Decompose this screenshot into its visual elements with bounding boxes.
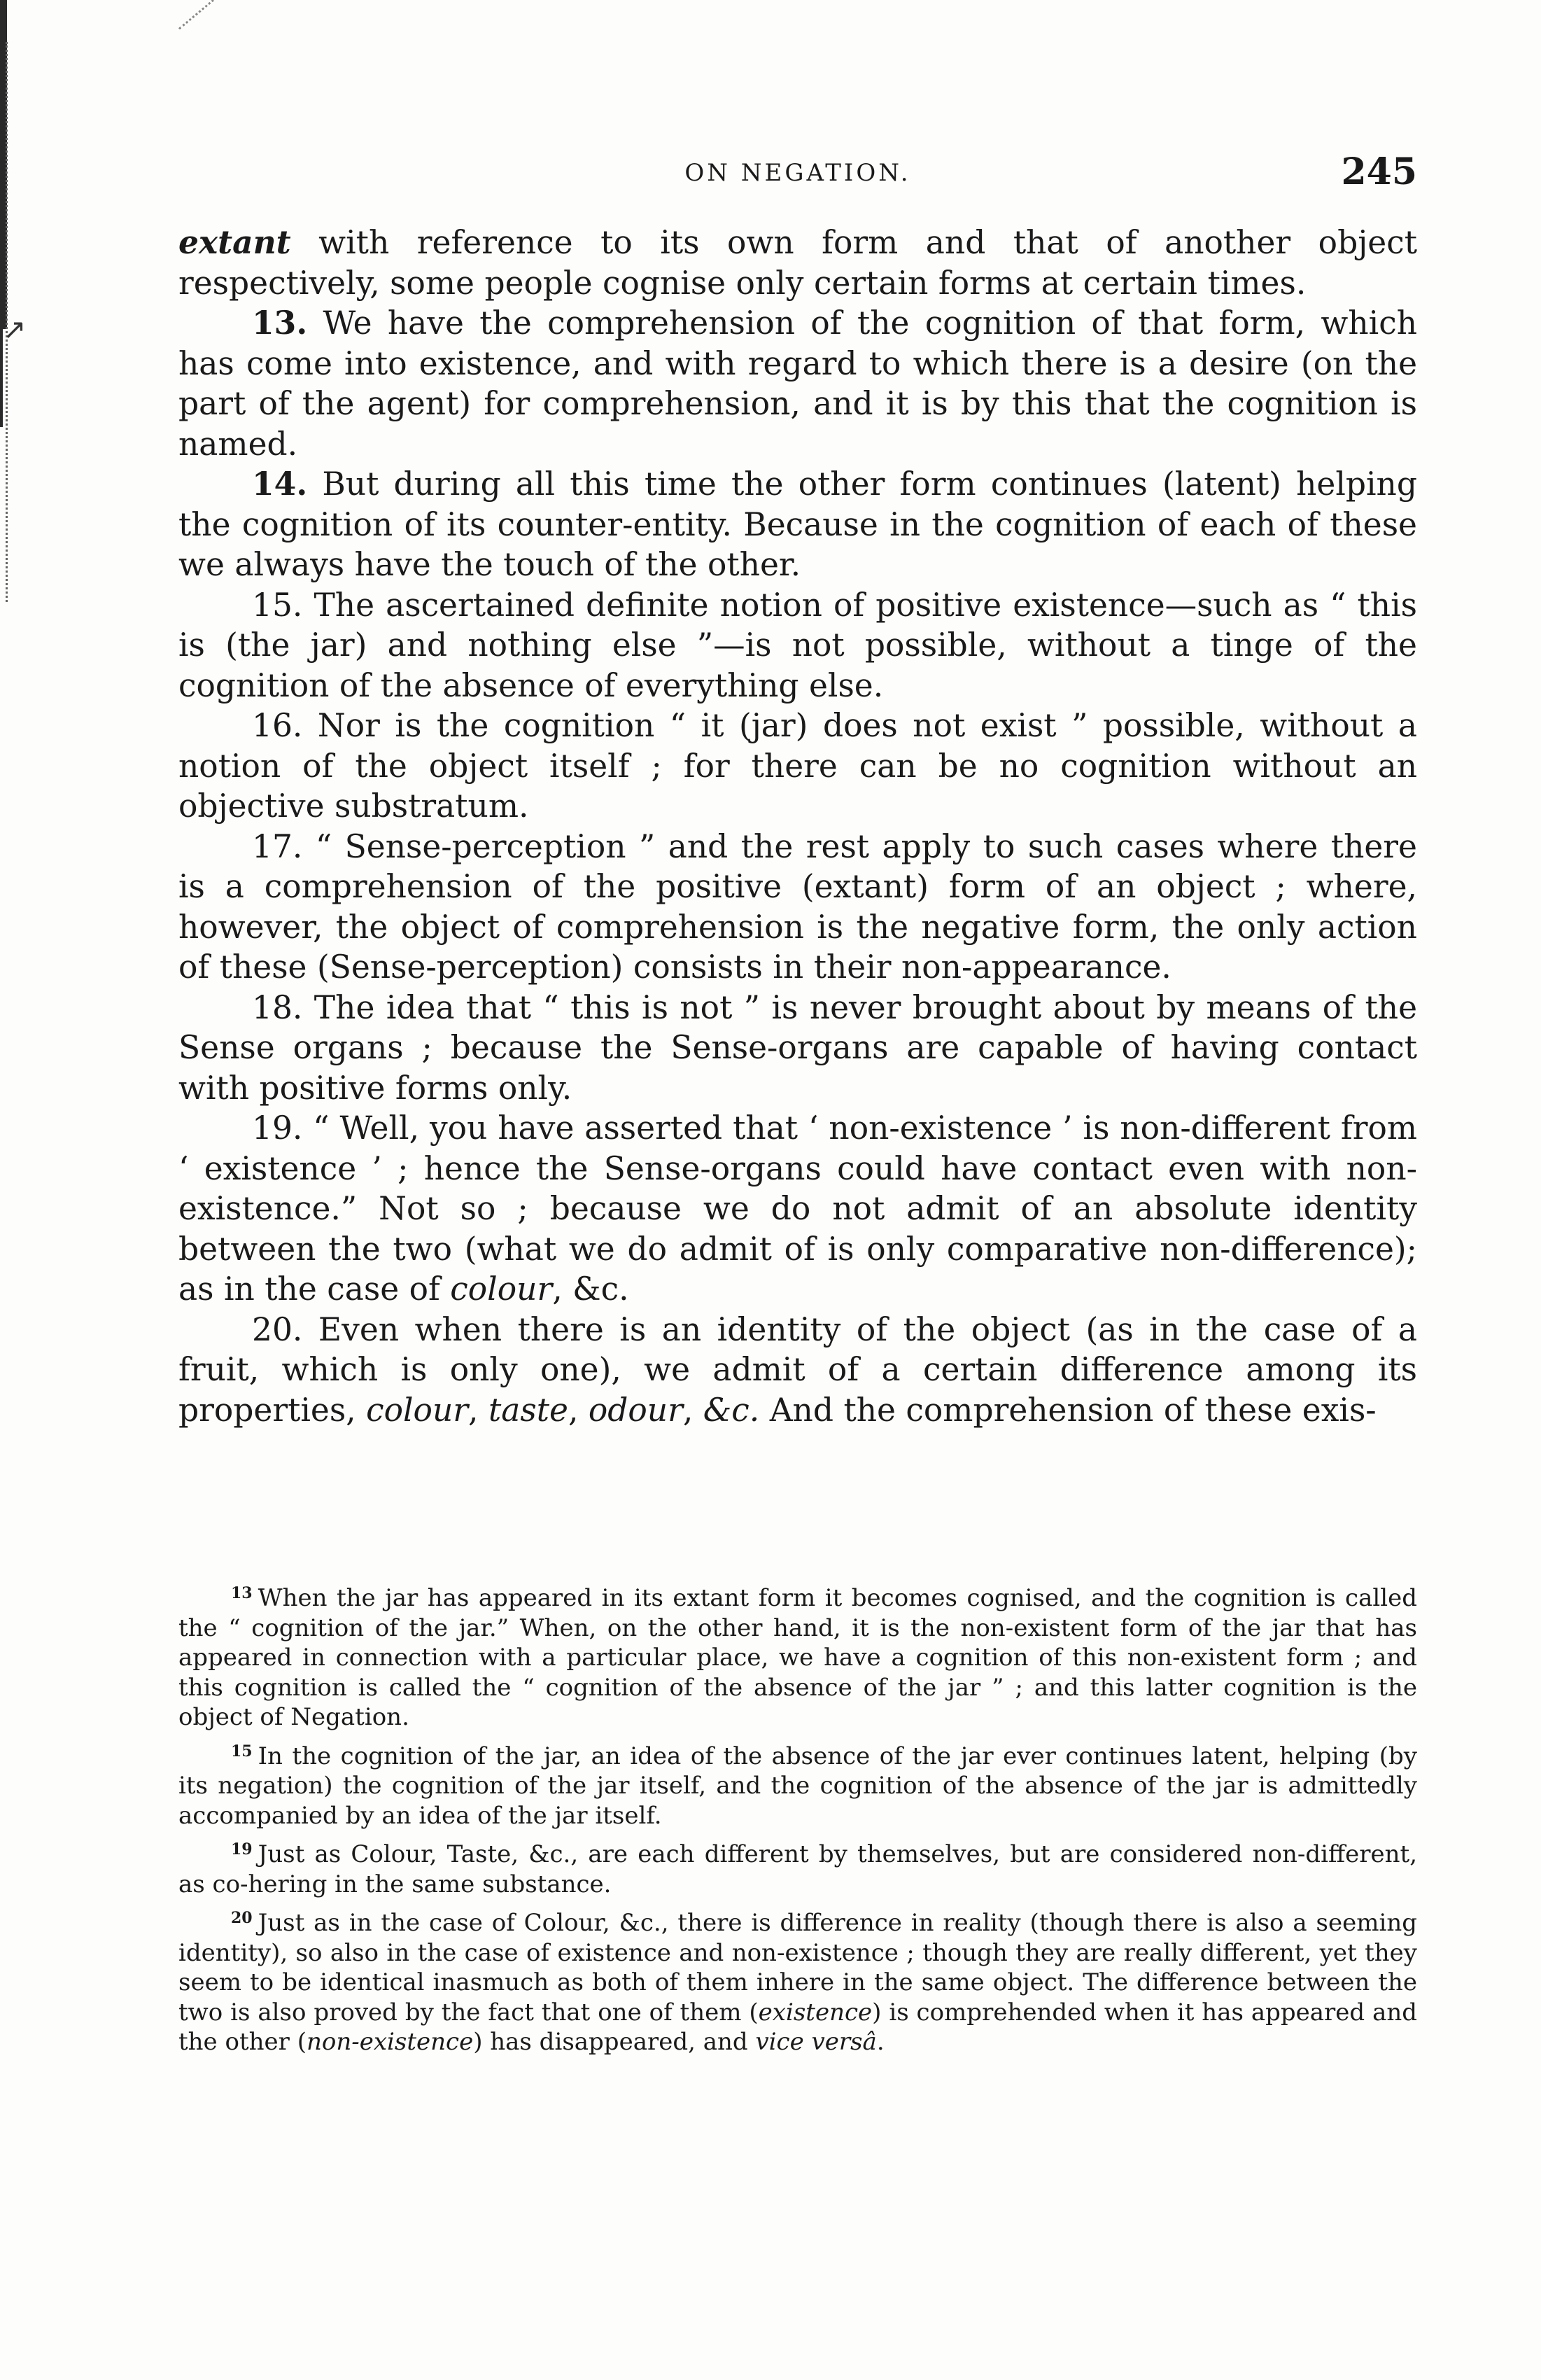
footnote-number: 15 (231, 1742, 253, 1760)
paragraph-text: “ Sense-perception ” and the rest apply to such cases where there is a comprehension of the positive (extant) form of an object ; where, however, the object of comprehension is the negative form, the only action of these (Sense-perception) consists in their non-appearance. (178, 827, 1417, 986)
footnote-19 (178, 1835, 1417, 1899)
paragraph-20 (178, 1310, 1417, 1431)
footnote-text: ) is comprehended when it has appeared and the other ( (178, 1998, 1417, 2056)
emphasis-colour: colour (366, 1391, 469, 1429)
footnote-number: 13 (231, 1584, 253, 1602)
paragraph-number: 16. (252, 707, 303, 744)
emphasis-vice-versa: vice versâ (755, 2028, 877, 2056)
separator: , (682, 1391, 703, 1429)
paragraph-number: 17. (252, 827, 303, 865)
paragraph-text: Even when there is an identity of the object (as in the case of a fruit, which is only one), we admit of a certain difference among its properties, (178, 1310, 1417, 1429)
paragraph-text: Nor is the cognition “ it (jar) does not exist ” possible, without a notion of the object itself ; for there can be no cognition without an objective substratum. (178, 707, 1417, 825)
emphasis-non-existence: non-existence (306, 2028, 474, 2056)
running-title: ON NEGATION. (684, 159, 911, 187)
paragraph-text: “ Well, you have asserted that ‘ non-existence ’ is non-different from ‘ existence ’ ; hence the Sense-organs could have contact even with non-existence.” Not so ; because we do not admit of an absolute identity between the two (what we do admit of is only comparative non-difference); as in the case of (178, 1110, 1417, 1308)
footnotes (178, 1578, 1417, 2062)
main-text (178, 223, 1417, 1430)
footnote-text: Just as Colour, Taste, &c., are each different by themselves, but are considered non-different, as co-hering in the same substance. (178, 1840, 1417, 1898)
separator: , (568, 1391, 589, 1429)
paragraph-text: We have the comprehension of the cognition of that form, which has come into existence, and with regard to which there is a desire (on the part of the agent) for comprehension, and it is by this that the cognition is named. (178, 304, 1417, 463)
paragraph-16 (178, 706, 1417, 827)
emphasis-odour: odour (588, 1391, 683, 1429)
footnote-text: . (876, 2028, 885, 2056)
paragraph-15 (178, 585, 1417, 706)
emphasis-taste: taste (488, 1391, 568, 1429)
paragraph-text: , &c. (552, 1270, 629, 1308)
page-number: 245 (1341, 150, 1417, 193)
running-header (178, 150, 1417, 200)
paragraph-13 (178, 303, 1417, 464)
emphasis-existence: existence (758, 1998, 873, 2026)
paragraph-18 (178, 988, 1417, 1109)
pencil-scratch-mark (178, 0, 299, 89)
paragraph-14 (178, 464, 1417, 585)
footnote-15 (178, 1737, 1417, 1831)
footnote-text: In the cognition of the jar, an idea of the absence of the jar ever continues latent, helping (by its negation) the cognition of the jar itself, and the cognition of the absence of the jar is admittedly accompanied by an idea of the jar itself. (178, 1742, 1417, 1830)
emphasis-colour: colour (450, 1270, 553, 1308)
paragraph-text: The ascertained definite notion of positive existence—such as “ this is (the jar) and nothing else ”—is not possible, without a tinge of the cognition of the absence of everything else. (178, 586, 1417, 704)
footnote-text: ) has disappeared, and (473, 2028, 756, 2056)
footnote-text: When the jar has appeared in its extant form it becomes cognised, and the cognition is called the “ cognition of the jar.” When, on the other hand, it is the non-existent form of the jar that has appeared in connection with a particular place, we have a cognition of this non-existent form ; and this cognition is called the “ cognition of the absence of the jar ” ; and this latter cognition is the object of Negation. (178, 1584, 1417, 1731)
paragraph-number: 15. (252, 586, 303, 624)
paragraph-number: 18. (252, 988, 303, 1026)
footnote-number: 19 (231, 1840, 253, 1858)
emphasis-extant: extant (178, 223, 291, 261)
paragraph-continued (178, 223, 1417, 303)
footnote-number: 20 (231, 1909, 253, 1927)
paragraph-19 (178, 1108, 1417, 1310)
footnote-text: Just as in the case of Colour, &c., there is difference in reality (though there is also a seeming identity), so also in the case of existence and non-existence ; though they are really different, yet they seem to be identical inasmuch as both of them inhere in the same object. The difference between the two is also proved by the fact that one of them ( (178, 1909, 1417, 2026)
paragraph-number: 14. (252, 465, 308, 503)
paragraph-number: 20. (252, 1310, 303, 1348)
footnote-20 (178, 1903, 1417, 2057)
separator: , (468, 1391, 488, 1429)
emphasis-etc: &c. (703, 1391, 760, 1429)
margin-arrow-icon: ↗ (3, 314, 27, 346)
paragraph-text: And the comprehension of these exis- (759, 1391, 1377, 1429)
paragraph-number: 19. (252, 1110, 303, 1147)
paragraph-text: with reference to its own form and that of another object respectively, some people cognise only certain forms at certain times. (178, 224, 1417, 302)
paragraph-text: The idea that “ this is not ” is never brought about by means of the Sense organs ; because the Sense-organs are capable of having contact with positive forms only. (178, 988, 1417, 1107)
paragraph-17 (178, 827, 1417, 988)
paragraph-number: 13. (252, 304, 308, 342)
paragraph-text: But during all this time the other form continues (latent) helping the cognition of its counter-entity. Because in the cognition of each of these we always have the touch of the other. (178, 465, 1417, 583)
footnote-13 (178, 1578, 1417, 1732)
